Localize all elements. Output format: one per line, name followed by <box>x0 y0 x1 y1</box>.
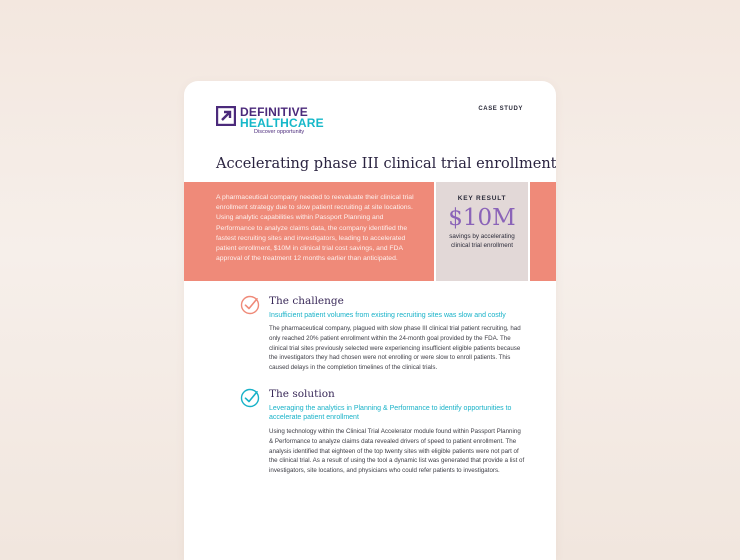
challenge-heading: The challenge <box>269 295 344 307</box>
logo-tagline: Discover opportunity <box>254 129 305 135</box>
summary-band <box>184 182 556 281</box>
key-result-label: KEY RESULT <box>457 195 507 202</box>
logo-wordmark-line2: HEALTHCARE <box>240 116 324 130</box>
challenge-subheading: Insufficient patient volumes from existing recruiting sites was slow and costly <box>269 312 506 319</box>
solution-subheading: Leveraging the analytics in Planning & Performance to identify opportunities to accelerate patient enrollment <box>269 405 512 421</box>
solution-body: Using technology within the Clinical Trial Accelerator module found within Passport Planning & Performance to analyze claims data revealed drivers of speed to patient enrollment. The analysis identified that eighteen of the top twenty sites with eligible patients were not part of the clinical trial. As a result of using the tool a dynamic list was generated that provide a list of investigators, site locations, and physicians who could refer patients to investigators. <box>269 428 525 475</box>
page-title: Accelerating phase III clinical trial enrollment <box>216 156 556 172</box>
case-study-page <box>184 81 556 560</box>
document-type-label: CASE STUDY <box>478 106 523 112</box>
summary-text: A pharmaceutical company needed to reevaluate their clinical trial enrollment strategy due to slow patient recruiting at site locations. Using analytic capabilities within Passport Planning and Performance to analyze claims data, the company identified the fastest recruiting sites and investigators, leading to accelerated patient enrollment, $10M in clinical trial cost savings, and FDA approval of the treatment 12 months earlier than anticipated. <box>216 194 414 263</box>
solution-heading: The solution <box>269 388 335 400</box>
check-circle-icon <box>240 295 260 315</box>
logo-wordmark-line1: DEFINITIVE <box>240 105 309 119</box>
key-result-box <box>434 182 530 281</box>
key-result-description: savings by accelerating clinical trial enrollment <box>449 233 515 249</box>
arrow-logo-icon <box>216 106 236 126</box>
check-circle-icon <box>240 388 260 408</box>
key-result-value: $10M <box>448 205 516 231</box>
challenge-body: The pharmaceutical company, plagued with slow phase III clinical trial patient recruiting, had only reached 20% patient enrollment within the 24-month goal provided by the FDA. The clinical trial sites previously selected were experiencing insufficient eligible patients because the investigators they had chosen were not enrolling or were slow to enroll patients. This caused delays in the completion timelines of the clinical trials. <box>269 325 521 372</box>
